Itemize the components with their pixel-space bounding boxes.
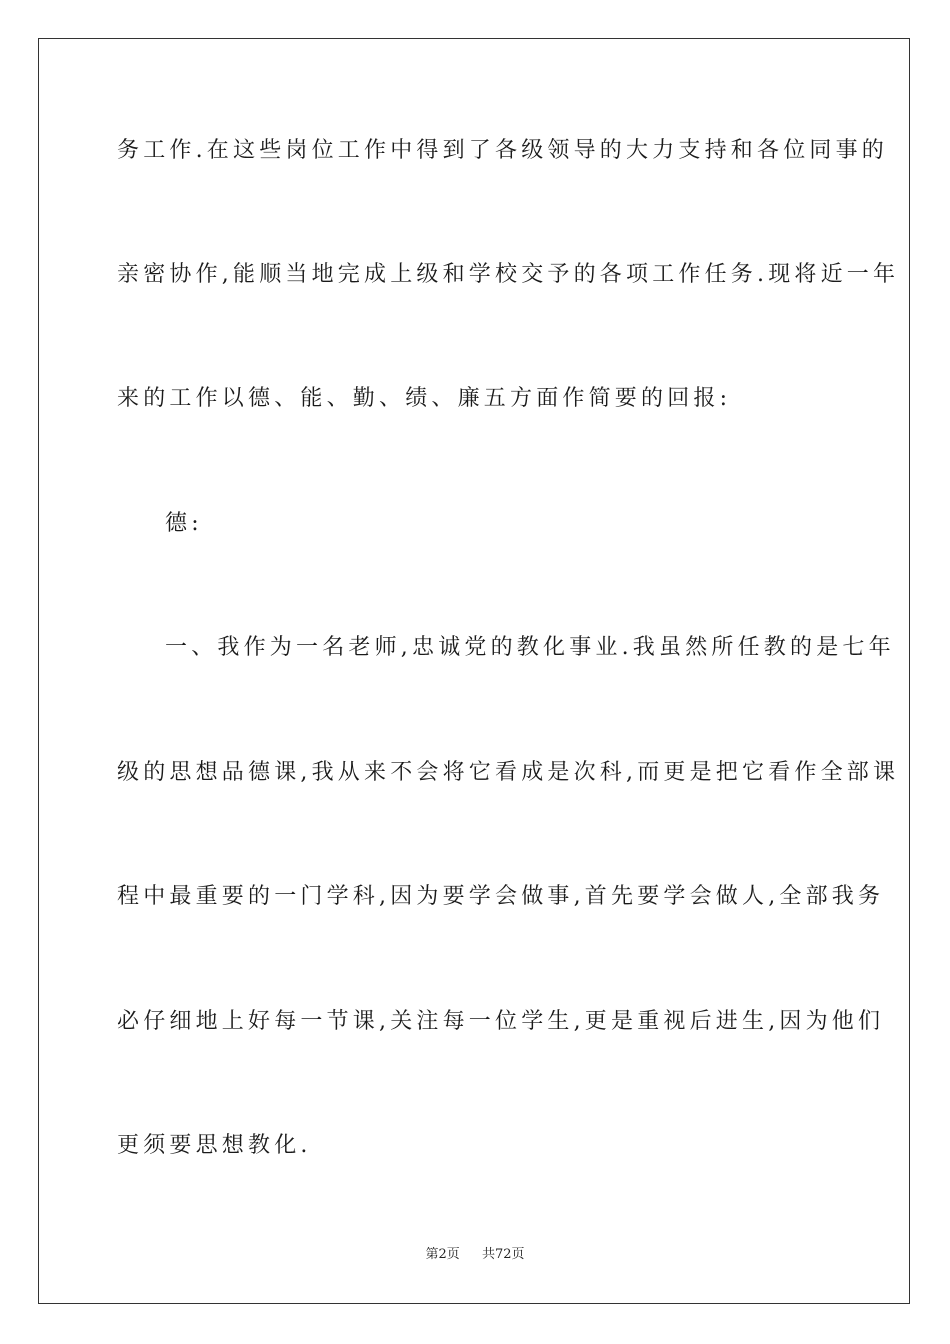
body-line-5: 一、我作为一名老师,忠诚党的教化事业.我虽然所任教的是七年: [165, 635, 895, 660]
page-footer: [0, 1246, 950, 1264]
total-pages: 共72页: [482, 1247, 525, 1262]
section-heading-de: 德:: [165, 511, 203, 536]
page-border: [38, 38, 910, 1304]
body-line-8: 必仔细地上好每一节课,关注每一位学生,更是重视后进生,因为他们: [117, 1009, 885, 1034]
body-line-9: 更须要思想教化.: [117, 1133, 312, 1158]
body-line-6: 级的思想品德课,我从来不会将它看成是次科,而更是把它看作全部课: [117, 760, 900, 785]
body-line-7: 程中最重要的一门学科,因为要学会做事,首先要学会做人,全部我务: [117, 884, 885, 909]
body-line-3: 来的工作以德、能、勤、绩、廉五方面作简要的回报:: [117, 386, 732, 411]
page-number: 第2页: [425, 1247, 460, 1262]
body-line-2: 亲密协作,能顺当地完成上级和学校交予的各项工作任务.现将近一年: [117, 262, 900, 287]
body-line-1: 务工作.在这些岗位工作中得到了各级领导的大力支持和各位同事的: [117, 138, 888, 163]
